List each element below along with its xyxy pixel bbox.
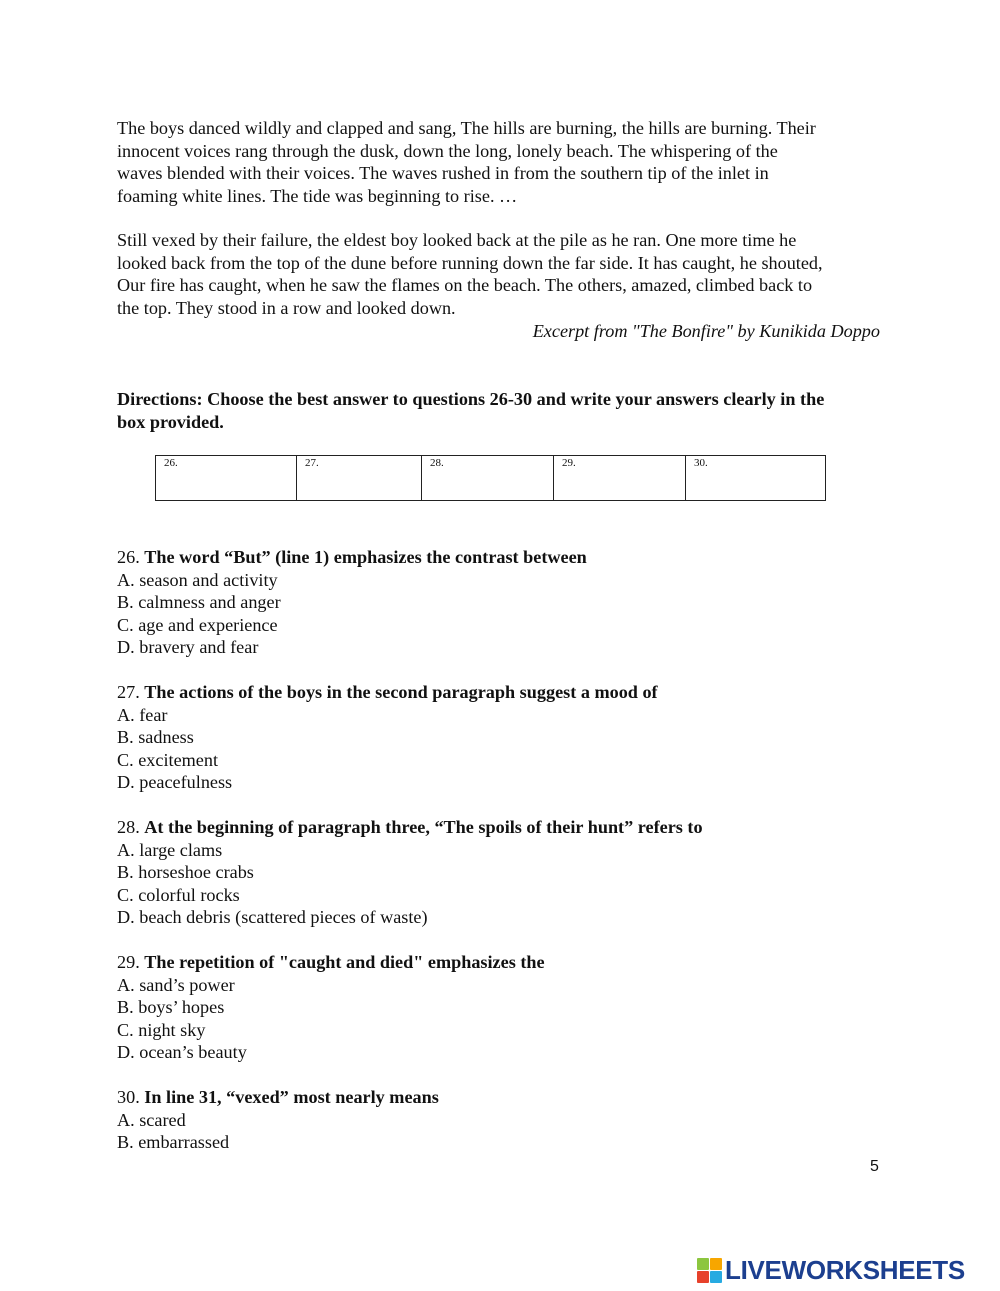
passage-line: innocent voices rang through the dusk, down the long, lonely beach. The whispering of the — [117, 140, 778, 161]
question-text: The word “But” (line 1) emphasizes the contrast between — [144, 547, 587, 567]
answer-cell-29[interactable] — [554, 456, 686, 501]
answer-cell-26[interactable] — [156, 456, 297, 501]
answer-option: D. peacefulness — [117, 772, 233, 792]
answer-option: A. scared — [117, 1109, 186, 1130]
answer-option: A. season and activity — [117, 569, 278, 590]
answer-option: C. night sky — [117, 1019, 206, 1040]
answer-option: B. horseshoe crabs — [117, 862, 254, 882]
liveworksheets-logo[interactable] — [697, 1255, 965, 1285]
logo-square — [697, 1271, 709, 1283]
answer-cell-28[interactable] — [422, 456, 554, 501]
question-text: The repetition of "caught and died" emphasizes the — [144, 952, 545, 972]
answer-option: A. fear — [117, 704, 168, 725]
answer-option: C. age and experience — [117, 614, 278, 635]
answer-option: C. excitement — [117, 749, 219, 770]
question-number: 28. — [117, 817, 140, 837]
passage-paragraph-1 — [117, 117, 882, 207]
answer-option: D. ocean’s beauty — [117, 1042, 247, 1062]
answer-option: C. colorful rocks — [117, 884, 240, 905]
question-27 — [117, 681, 897, 794]
passage-line: Still vexed by their failure, the eldest boy looked back at the pile as he ran. One more time he — [117, 230, 797, 250]
answer-option: D. beach debris (scattered pieces of waste) — [117, 907, 428, 927]
answer-option: B. embarrassed — [117, 1132, 230, 1152]
directions — [117, 388, 887, 433]
question-number: 29. — [117, 952, 140, 972]
question-stem — [117, 951, 897, 974]
question-number: 30. — [117, 1087, 140, 1107]
passage-paragraph-2 — [117, 229, 882, 319]
logo-square — [710, 1258, 722, 1270]
answer-cell-label: 26. — [164, 457, 178, 469]
excerpt-credit: Excerpt from "The Bonfire" by Kunikida Doppo — [532, 321, 880, 341]
passage-line: The boys danced wildly and clapped and sang, The hills are burning, the hills are burning. Their — [117, 118, 816, 138]
question-30 — [117, 1086, 897, 1154]
page-number: 5 — [870, 1158, 879, 1175]
answer-box — [155, 455, 826, 501]
logo-square — [697, 1258, 709, 1270]
answer-option: A. large clams — [117, 839, 223, 860]
answer-cell-label: 29. — [562, 457, 576, 469]
question-29 — [117, 951, 897, 1064]
answer-cell-27[interactable] — [297, 456, 422, 501]
answer-cell-label: 28. — [430, 457, 444, 469]
question-text: The actions of the boys in the second paragraph suggest a mood of — [144, 682, 658, 702]
answer-option: B. calmness and anger — [117, 592, 281, 612]
question-26 — [117, 546, 897, 659]
passage-line: foaming white lines. The tide was beginning to rise. … — [117, 185, 518, 206]
logo-square — [710, 1271, 722, 1283]
question-stem — [117, 681, 897, 704]
answer-cell-30[interactable] — [686, 456, 826, 501]
passage-line: Our fire has caught, when he saw the flames on the beach. The others, amazed, climbed back to — [117, 275, 813, 295]
directions-line-1: Directions: Choose the best answer to questions 26-30 and write your answers clearly in the — [117, 389, 825, 409]
question-number: 26. — [117, 547, 140, 567]
question-stem — [117, 816, 897, 839]
question-stem — [117, 1086, 897, 1109]
logo-text: LIVEWORKSHEETS — [725, 1255, 965, 1285]
answer-option: D. bravery and fear — [117, 637, 259, 657]
question-text: At the beginning of paragraph three, “The spoils of their hunt” refers to — [144, 817, 703, 837]
passage-line: the top. They stood in a row and looked down. — [117, 297, 456, 318]
passage-line: waves blended with their voices. The waves rushed in from the southern tip of the inlet in — [117, 163, 769, 183]
question-28 — [117, 816, 897, 929]
answer-cell-label: 27. — [305, 457, 319, 469]
answer-option: B. sadness — [117, 727, 194, 747]
logo-icon — [697, 1258, 722, 1283]
answer-option: B. boys’ hopes — [117, 997, 225, 1017]
question-number: 27. — [117, 682, 140, 702]
answer-cell-label: 30. — [694, 457, 708, 469]
question-stem — [117, 546, 897, 569]
directions-line-2: box provided. — [117, 411, 224, 432]
passage-line: looked back from the top of the dune before running down the far side. It has caught, he shouted, — [117, 252, 823, 273]
answer-option: A. sand’s power — [117, 974, 235, 995]
question-text: In line 31, “vexed” most nearly means — [144, 1087, 439, 1107]
